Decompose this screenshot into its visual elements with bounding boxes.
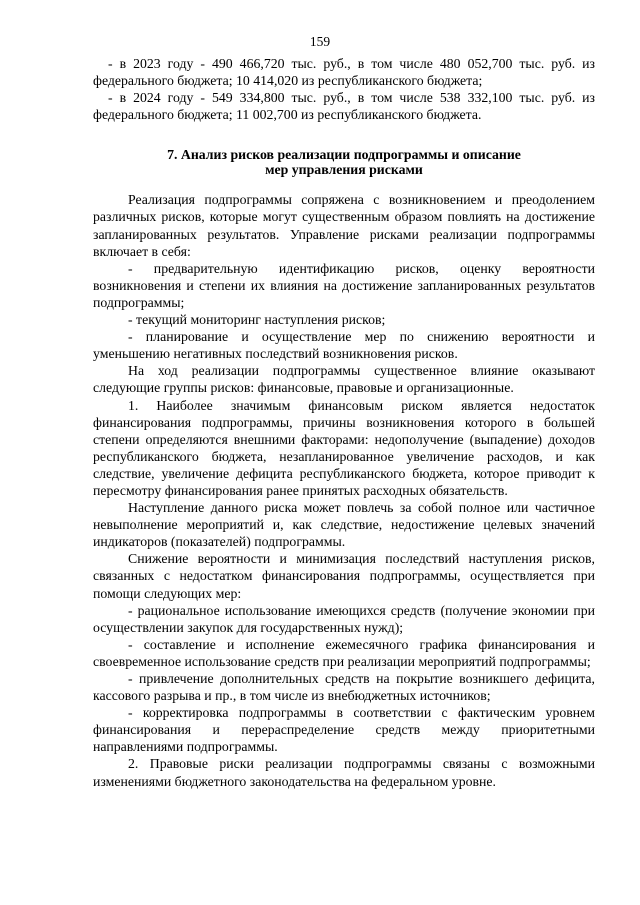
list-item-planning: - планирование и осуществление мер по снижению вероятности и уменьшению негативных последствий возникновения рисков. [93, 329, 595, 362]
paragraph-legal-risks: 2. Правовые риски реализации подпрограммы связаны с возможными изменениями бюджетного законодательства на федеральном уровне. [93, 756, 595, 789]
list-item-adjustment: - корректировка подпрограммы в соответствии с фактическим уровнем финансирования и перераспределение средств между приоритетными направлениями подпрограммы. [93, 705, 595, 755]
budget-line-2023: - в 2023 году - 490 466,720 тыс. руб., в том числе 480 052,700 тыс. руб. из федерального бюджета; 10 414,020 из республиканского бюджета; [93, 56, 595, 89]
paragraph-intro: Реализация подпрограммы сопряжена с возникновением и преодолением различных рисков, которые могут существенным образом повлиять на достижение запланированных результатов. Управление рисками реализации подпрограммы включает в себя: [93, 192, 595, 259]
paragraph-risk-groups: На ход реализации подпрограммы существенное влияние оказывают следующие группы рисков: финансовые, правовые и организационные. [93, 363, 595, 396]
list-item-rational-use: - рациональное использование имеющихся средств (получение экономии при осуществлении закупок для государственных нужд); [93, 602, 595, 635]
list-item-additional-funds: - привлечение дополнительных средств на покрытие возникшего дефицита, кассового разрыва и пр., в том числе из внебюджетных источников; [93, 671, 595, 704]
paragraph-financial-risk: 1. Наиболее значимым финансовым риском является недостаток финансирования подпрограммы, причины возникновения которого в большей степени определяются внешними факторами: недополучение (выпадение) доходов республиканского бюджета, незапланированное увеличение расходов, и как следствие, увеличение дефицита республиканского бюджета, которое приводит к пересмотру финансирования ранее принятых расходных обязательств. [93, 397, 595, 498]
paragraph-mitigation: Снижение вероятности и минимизация последствий наступления рисков, связанных с недостатком финансирования подпрограммы, осуществляется при помощи следующих мер: [93, 551, 595, 601]
section-heading [93, 147, 595, 177]
section-heading-line-2: мер управления рисками [265, 162, 423, 178]
page-content [93, 55, 595, 790]
budget-line-2024: - в 2024 году - 549 334,800 тыс. руб., в том числе 538 332,100 тыс. руб. из федерального бюджета; 11 002,700 из республиканского бюджета. [93, 90, 595, 123]
paragraph-risk-consequence: Наступление данного риска может повлечь за собой полное или частичное невыполнение мероприятий и, как следствие, недостижение целевых значений индикаторов (показателей) подпрограммы. [93, 500, 595, 550]
list-item-identification: - предварительную идентификацию рисков, оценку вероятности возникновения и степени их влияния на достижение запланированных результатов подпрограммы; [93, 260, 595, 310]
list-item-monitoring: - текущий мониторинг наступления рисков; [128, 312, 386, 328]
budget-list [93, 55, 595, 123]
page-number: 159 [309, 34, 331, 49]
section-body [93, 191, 595, 789]
list-item-schedule: - составление и исполнение ежемесячного графика финансирования и своевременное использование средств при реализации мероприятий подпрограммы; [93, 636, 595, 669]
section-heading-line-1: 7. Анализ рисков реализации подпрограммы и описание [167, 147, 521, 163]
